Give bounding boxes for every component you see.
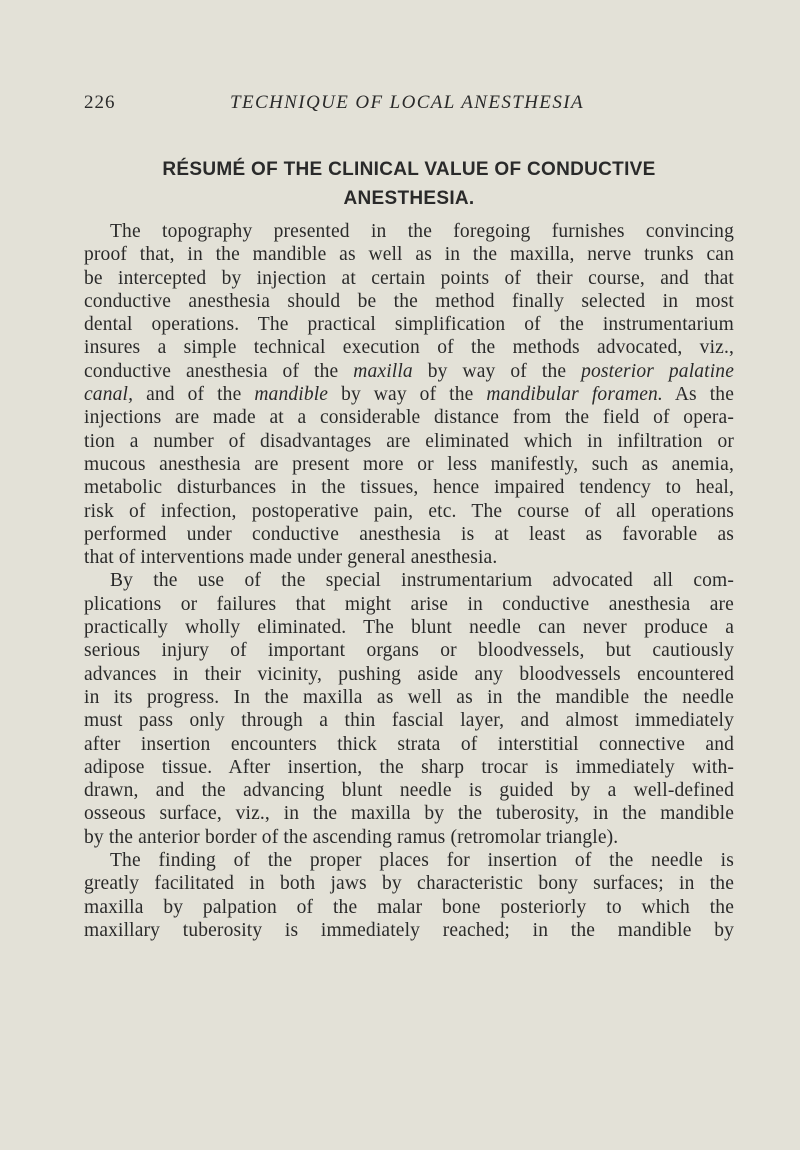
text-line: be intercepted by injection at certain points of their course, and that	[84, 267, 734, 289]
italic-term: posterior palatine	[581, 360, 735, 382]
body-text	[84, 220, 734, 942]
text-line: conductive anesthesia should be the method finally selected in most	[84, 290, 734, 312]
text-line: The topography presented in the foregoing furnishes convincing	[110, 221, 734, 242]
section-heading-line-2: ANESTHESIA.	[343, 188, 475, 209]
text-run: and of the	[146, 384, 242, 406]
text-run: conductive anesthesia of the	[84, 360, 339, 382]
text-line: proof that, in the mandible as well as in the maxilla, nerve trunks can	[84, 244, 734, 266]
section-heading	[84, 155, 734, 213]
text-run: by way of the	[341, 384, 474, 406]
text-line: after insertion encounters thick strata of interstitial connective and	[84, 733, 734, 755]
text-line: By the use of the special instrumentarium advocated all com-	[110, 570, 734, 592]
text-line: drawn, and the advancing blunt needle is guided by a well-defined	[84, 780, 734, 802]
text-line: that of interventions made under general anesthesia.	[84, 547, 498, 569]
text-line: adipose tissue. After insertion, the sharp trocar is immediately with-	[84, 756, 734, 778]
text-line	[84, 383, 734, 406]
text-line: risk of infection, postoperative pain, etc. The course of all operations	[84, 500, 734, 522]
text-line: dental operations. The practical simplification of the instrumentarium	[84, 314, 734, 336]
text-line: tion a number of disadvantages are eliminated which in infiltration or	[84, 430, 734, 452]
running-title: TECHNIQUE OF LOCAL ANESTHESIA	[230, 92, 584, 113]
text-run: by way of the	[427, 360, 567, 382]
text-line: The finding of the proper places for insertion of the needle is	[110, 850, 734, 872]
italic-term: mandible	[254, 384, 329, 406]
text-line: greatly facilitated in both jaws by characteristic bony surfaces; in the	[84, 873, 734, 895]
text-line: performed under conductive anesthesia is at least as favorable as	[84, 523, 734, 545]
text-line: maxilla by palpation of the malar bone posteriorly to which the	[84, 896, 734, 918]
italic-term: mandibular foramen.	[486, 384, 663, 406]
text-line: osseous surface, viz., in the maxilla by the tuberosity, in the mandible	[84, 803, 734, 825]
text-line: metabolic disturbances in the tissues, hence impaired tendency to heal,	[84, 477, 734, 499]
text-line: mucous anesthesia are present more or less manifestly, such as anemia,	[84, 453, 734, 475]
section-heading-line-1: RÉSUMÉ OF THE CLINICAL VALUE OF CONDUCTIVE	[162, 159, 656, 180]
text-line: practically wholly eliminated. The blunt needle can never produce a	[84, 617, 734, 639]
running-head	[0, 92, 800, 116]
italic-term: maxilla	[353, 360, 413, 382]
text-line: in its progress. In the maxilla as well as in the mandible the needle	[84, 686, 734, 708]
text-line: by the anterior border of the ascending ramus (retromolar triangle).	[84, 826, 619, 848]
italic-term: canal,	[84, 384, 134, 406]
text-line: must pass only through a thin fascial layer, and almost immediately	[84, 710, 734, 732]
text-line: injections are made at a considerable distance from the field of opera-	[84, 407, 734, 429]
text-line: maxillary tuberosity is immediately reached; in the mandible by	[84, 919, 734, 941]
text-line: serious injury of important organs or bloodvessels, but cautiously	[84, 640, 734, 662]
text-line	[84, 360, 734, 383]
text-run: As the	[674, 384, 734, 406]
page-number: 226	[84, 92, 116, 113]
text-line: plications or failures that might arise in conductive anesthesia are	[84, 593, 734, 615]
text-line: insures a simple technical execution of the methods advocated, viz.,	[84, 337, 734, 359]
text-line: advances in their vicinity, pushing aside any bloodvessels encountered	[84, 663, 734, 685]
